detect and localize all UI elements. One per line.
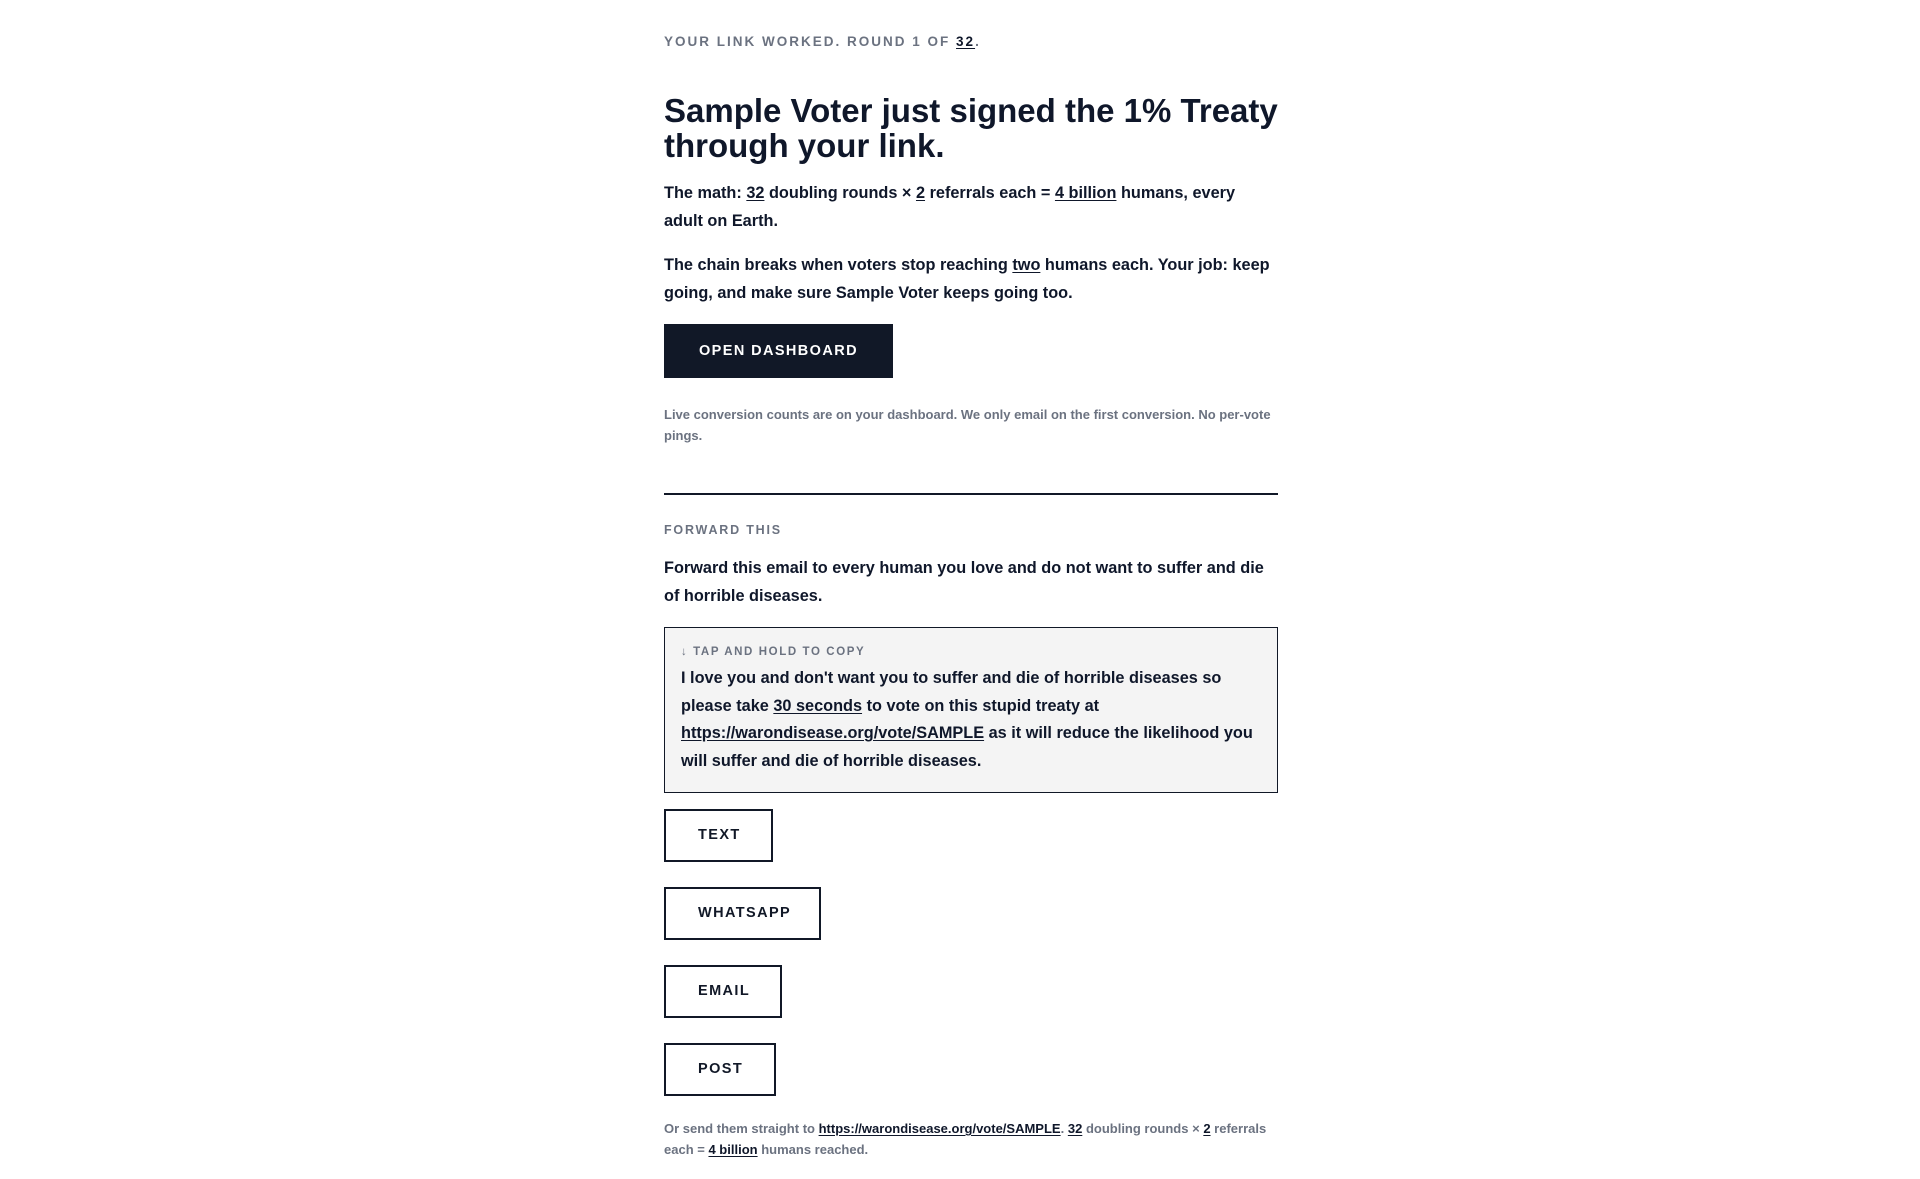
message-time: 30 seconds: [773, 696, 863, 715]
footer-referrals-text: referrals each =: [664, 1121, 1267, 1157]
footer-rounds-text: doubling rounds ×: [1085, 1121, 1200, 1136]
copy-message-text[interactable]: [681, 665, 1260, 775]
copy-message-box[interactable]: [664, 627, 1278, 793]
math-prefix: The math:: [664, 184, 742, 202]
round-eyebrow: [664, 33, 1278, 51]
message-part3: as it will reduce the likelihood you will suffer and die of horrible diseases.: [681, 724, 1253, 770]
math-rounds: 32: [746, 184, 765, 202]
section-divider: [664, 493, 1278, 495]
math-referrals: 2: [915, 184, 926, 202]
footer-sep: .: [1060, 1121, 1065, 1136]
share-email-button[interactable]: EMAIL: [664, 965, 782, 1018]
forward-section-label: FORWARD THIS: [664, 523, 782, 537]
footer-rounds: 32: [1067, 1121, 1083, 1136]
footer-suffix: humans reached.: [761, 1142, 869, 1157]
footer-referrals: 2: [1203, 1121, 1211, 1136]
round-total: 32: [956, 34, 976, 49]
message-part2: to vote on this stupid treaty at: [866, 696, 1100, 715]
message-vote-link[interactable]: https://warondisease.org/vote/SAMPLE: [681, 724, 985, 742]
footer-note: [664, 1118, 1278, 1160]
chain-count: two: [1012, 256, 1041, 274]
page-title: Sample Voter just signed the 1% Treaty through your link.: [664, 92, 1278, 164]
forward-instruction: Forward this email to every human you love and do not want to suffer and die of horrible diseases.: [664, 559, 1264, 605]
math-paragraph: [664, 180, 1278, 235]
math-total: 4 billion: [1054, 184, 1117, 202]
open-dashboard-button[interactable]: OPEN DASHBOARD: [664, 324, 893, 378]
math-suffix: humans, every adult on Earth.: [664, 184, 1236, 230]
math-rounds-text: doubling rounds ×: [768, 184, 912, 202]
copy-label: ↓ TAP AND HOLD TO COPY: [681, 646, 866, 658]
share-post-button[interactable]: POST: [664, 1043, 776, 1096]
share-text-button[interactable]: TEXT: [664, 809, 773, 862]
share-buttons: [664, 809, 1278, 1096]
eyebrow-text: YOUR LINK WORKED. ROUND 1 OF: [664, 34, 951, 49]
message-part1: I love you and don't want you to suffer and die of horrible diseases so please take: [681, 669, 1222, 715]
share-whatsapp-button[interactable]: WHATSAPP: [664, 887, 821, 940]
chain-paragraph: [664, 252, 1278, 307]
footer-vote-link[interactable]: https://warondisease.org/vote/SAMPLE: [818, 1121, 1061, 1136]
chain-prefix: The chain breaks when voters stop reaching: [664, 256, 1008, 274]
chain-suffix: humans each. Your job: keep going, and make sure Sample Voter keeps going too.: [664, 256, 1270, 302]
footer-total: 4 billion: [708, 1142, 758, 1157]
footer-prefix: Or send them straight to: [664, 1121, 815, 1136]
dashboard-note: Live conversion counts are on your dashboard. We only email on the first conversion. No per-vote pings.: [664, 407, 1271, 443]
main-column: [664, 0, 1278, 1160]
math-referrals-text: referrals each =: [929, 184, 1051, 202]
eyebrow-suffix: .: [975, 34, 981, 49]
